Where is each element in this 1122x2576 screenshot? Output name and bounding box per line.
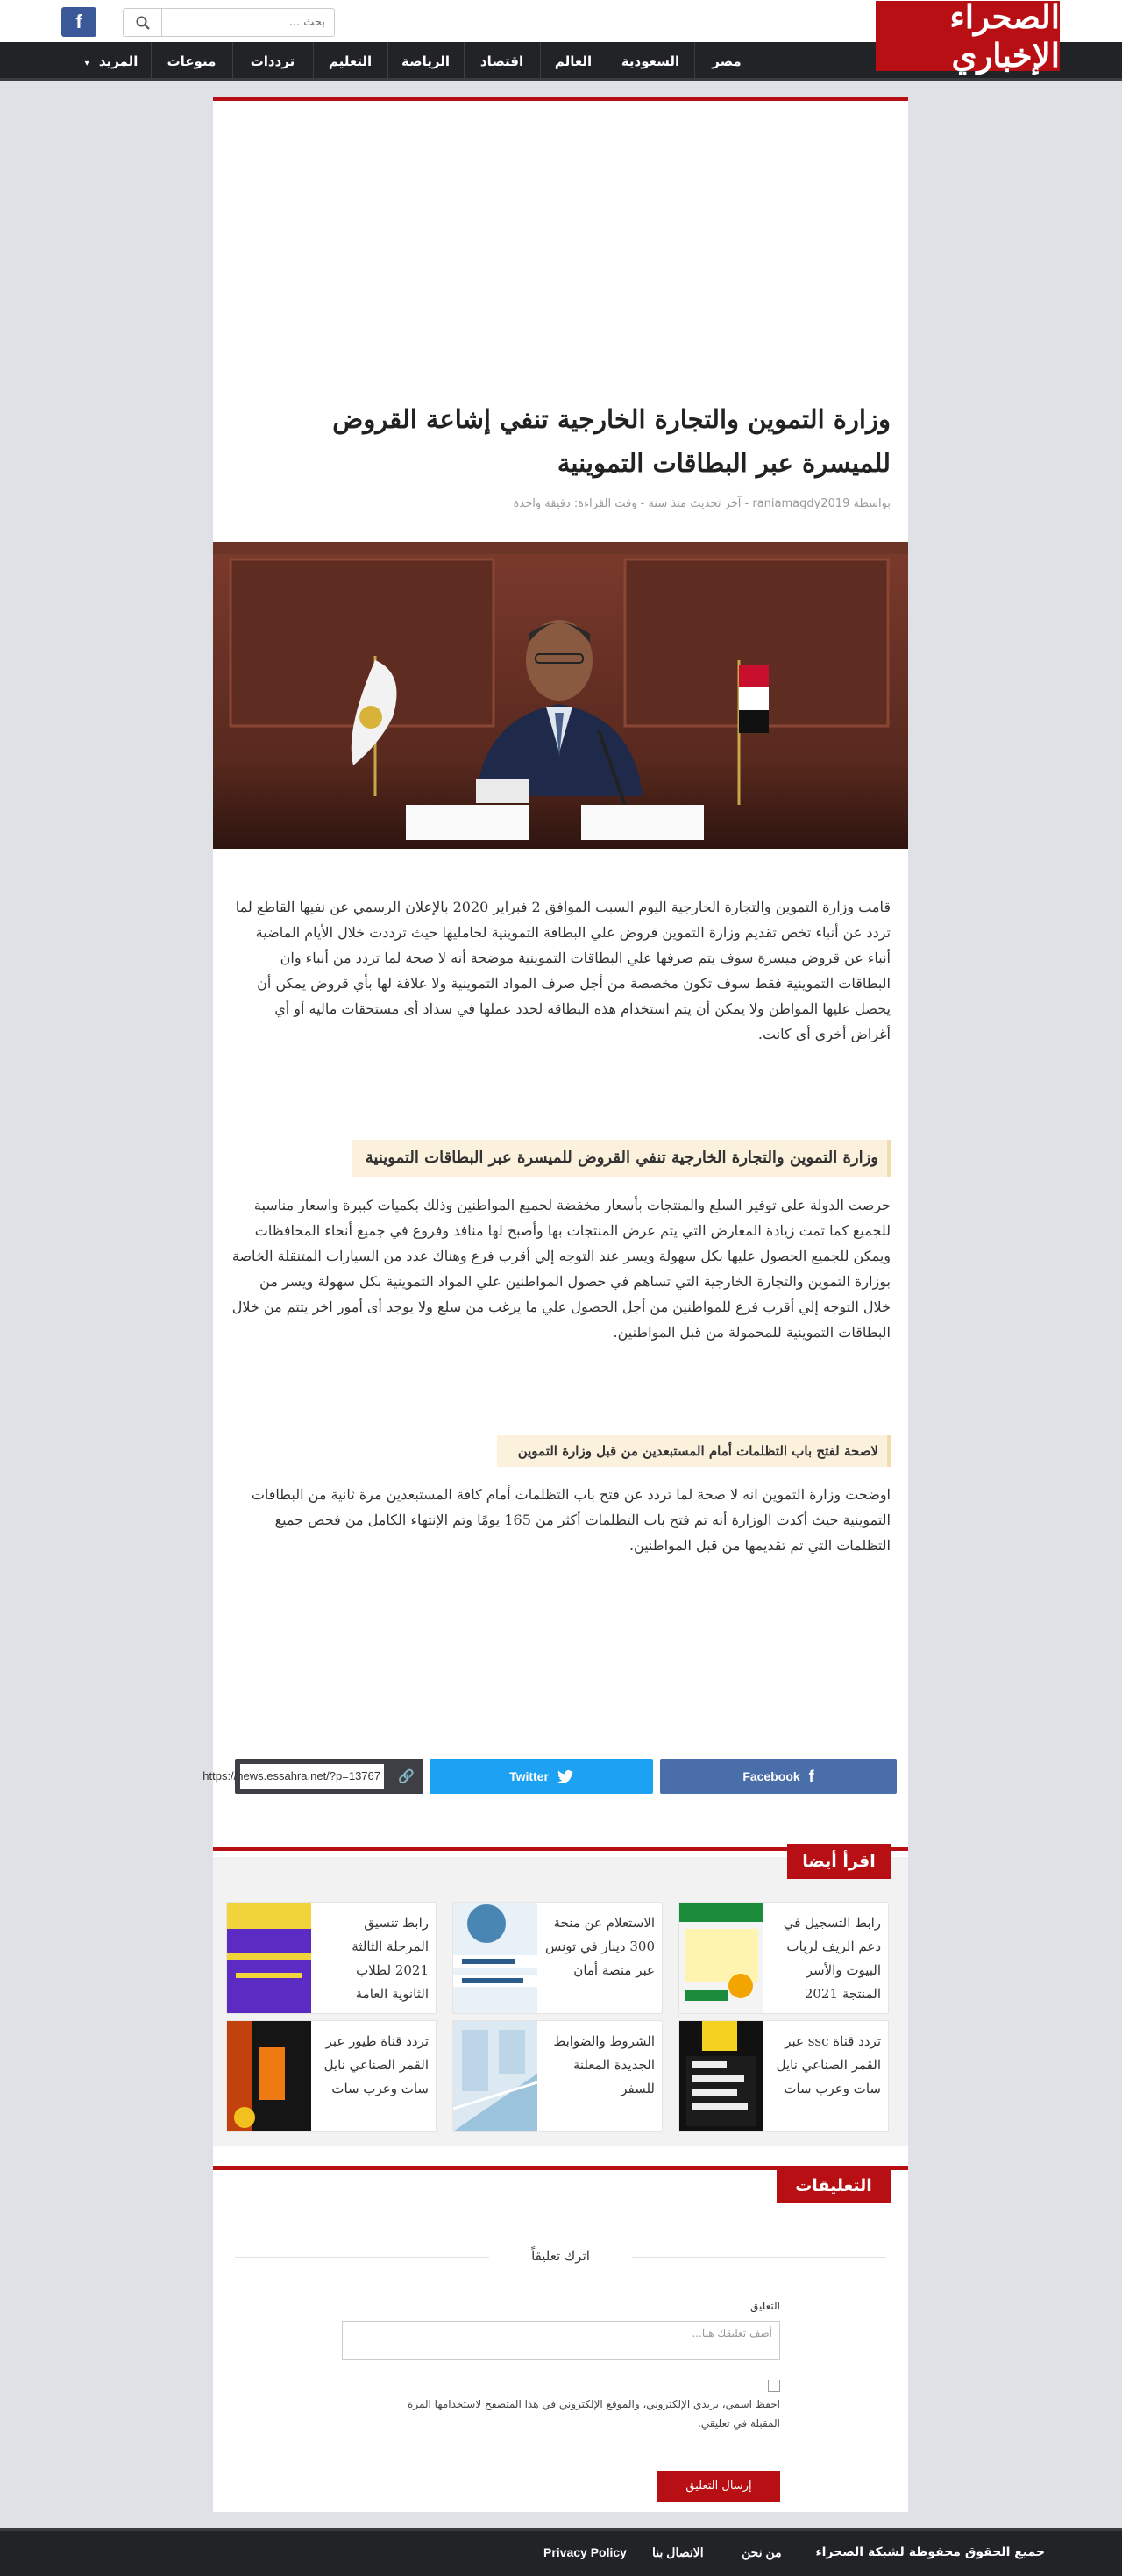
facebook-share-icon: f	[808, 1767, 814, 1785]
nav-item-misc[interactable]: منوعات	[167, 53, 217, 69]
related-thumb	[679, 2021, 763, 2131]
nav-item-frequencies[interactable]: ترددات	[250, 53, 295, 69]
article-paragraph-3: اوضحت وزارة التموين انه لا صحة لما تردد عن فتح باب التظلمات أمام كافة المستبعدين مرة ثانية من البطاقات التموينية حيث أكدت الوزارة أنه تم فتح باب التظلمات أكثر من 165 يومًا وتم الإنتهاء الكامل من فحص جميع التظلمات التي تم تقديمها من قبل المواطنين.	[251, 1486, 891, 1554]
related-card-title: الاستعلام عن منحة 300 دينار في تونس عبر منصة أمان	[544, 1915, 655, 1978]
footer-copyright: جميع الحقوق محفوظة لشبكة الصحراء	[815, 2545, 1045, 2559]
nav-item-sports[interactable]: الرياضة	[401, 53, 450, 69]
related-card-title: الشروط والضوابط الجديدة المعلنة للسفر	[553, 2033, 655, 2096]
comment-label: التعليق	[749, 2300, 780, 2312]
related-card[interactable]	[226, 1902, 437, 2014]
nav-item-more[interactable]	[72, 42, 151, 81]
article-meta: بواسطة raniamagdy2019 - آخر تحديث منذ سنة - وقت القراءة: دقيقة واحدة	[513, 497, 891, 510]
search-box	[123, 8, 335, 37]
link-icon[interactable]: 🔗	[398, 1768, 415, 1784]
footer-link-about[interactable]: من نحن	[742, 2545, 782, 2559]
nav-item-economy[interactable]: اقتصاد	[479, 53, 524, 69]
related-thumb	[227, 1903, 311, 2013]
nav-item-egypt[interactable]: مصر	[712, 53, 742, 69]
site-logo[interactable]: الصحراء الإخباري	[876, 1, 1060, 71]
article-subheading-2: لاصحة لفتح باب التظلمات أمام المستبعدين من قبل وزارة التموين	[497, 1435, 891, 1467]
search-button[interactable]	[124, 9, 162, 36]
footer-link-contact[interactable]: الاتصال بنا	[652, 2545, 704, 2559]
related-thumb	[453, 2021, 537, 2131]
comments-title: التعليقات	[777, 2168, 891, 2203]
nav-item-world[interactable]: العالم	[554, 53, 593, 69]
footer	[0, 2528, 1122, 2576]
article-container	[202, 97, 908, 2512]
article-paragraph-2: حرصت الدولة علي توفير السلع والمنتجات بأسعار مخفضة لجميع المواطنين وذلك بكميات كبيرة واسعار مناسبة للجميع كما تمت زيادة المعارض التي يتم عرض المنتجات بها وأصبح لها منافذ وفروع في جميع أنحاء المحافظات ويمكن للجميع الحصول عليها بكل سهولة ويسر عند التوجه إلي أقرب فرع وهناك عدد من السيارات المتنقلة الخاصة بوزارة التموين والتجارة الخارجية التي تساهم في حصول المواطنين علي المواد التموينية بكل سهولة ويسر من خلال التوجه إلي أقرب فرع للمواطنين من أجل الحصول علي ما يرغب من سلع ولا يوجد أى أمور اخر يتتم من خلال البطاقات التموينية للمحمولة من قبل المواطنين.	[231, 1197, 891, 1341]
facebook-icon[interactable]: f	[61, 7, 96, 37]
related-card-title: تردد قناة طيور عبر القمر الصناعي نايل سات وعرب سات	[323, 2033, 429, 2096]
article-image	[213, 542, 908, 849]
leave-comment-divider	[235, 2248, 886, 2266]
related-card-title: رابط التسجيل في دعم الريف لربات البيوت والأسر المنتجة 2021	[783, 1915, 881, 2002]
related-card[interactable]	[226, 2020, 437, 2132]
consent-text: احفظ اسمي، بريدي الإلكتروني، والموقع الإلكتروني في هذا المتصفح لاستخدامها المرة المقبلة في تعليقي.	[408, 2398, 780, 2430]
search-icon	[136, 16, 150, 30]
related-title: اقرأ أيضا	[787, 1844, 891, 1879]
twitter-icon	[557, 1770, 573, 1783]
facebook-label: Facebook	[742, 1769, 800, 1783]
save-info-checkbox[interactable]	[768, 2380, 780, 2392]
submit-comment-button[interactable]: إرسال التعليق	[657, 2471, 780, 2502]
comment-textarea[interactable]: أضف تعليقك هنا...	[342, 2321, 780, 2360]
related-thumb	[679, 1903, 763, 2013]
share-url-field[interactable]: https://news.essahra.net/?p=13767	[240, 1764, 384, 1789]
search-input[interactable]	[164, 9, 330, 36]
article-title: وزارة التموين والتجارة الخارجية تنفي إشاعة القروض للميسرة عبر البطاقات التموينية	[332, 404, 891, 478]
nav-more-label: المزيد	[98, 53, 138, 69]
article-subheading-1: وزارة التموين والتجارة الخارجية تنفي القروض للميسرة عبر البطاقات التموينية	[352, 1140, 891, 1177]
related-thumb	[453, 1903, 537, 2013]
related-card[interactable]	[452, 2020, 663, 2132]
twitter-label: Twitter	[509, 1769, 549, 1783]
facebook-share-button[interactable]	[660, 1759, 897, 1794]
twitter-share-button[interactable]	[430, 1759, 653, 1794]
related-thumb	[227, 2021, 311, 2131]
chevron-down-icon: ▾	[84, 59, 89, 68]
related-card[interactable]	[678, 2020, 889, 2132]
related-card[interactable]	[678, 1902, 889, 2014]
nav-item-saudi[interactable]: السعودية	[621, 53, 680, 69]
related-card-title: رابط تنسيق المرحلة الثالثة 2021 لطلاب الثانوية العامة	[352, 1915, 429, 2002]
nav-item-education[interactable]: التعليم	[328, 53, 373, 69]
footer-link-privacy[interactable]: Privacy Policy	[543, 2545, 627, 2559]
article-paragraph-1: قامت وزارة التموين والتجارة الخارجية اليوم السبت الموافق 2 فبراير 2020 بالإعلان الرسمي عن نفيها القاطع لما تردد عن أنباء تخص تقديم وزارة التموين قروض علي البطاقة التموينية لحامليها حيث ترددت خلال الأيام الماضية أنباء عن قروض ميسرة سوف يتم صرفها علي البطاقات التموينية موضحة أنه لا صحة لما تردد من أنباء وان البطاقات التموينية فقط سوف تكون مخصصة من أجل صرف المواد التموينية ولا علاقة لها بأي قروض يمكن أن يحصل عليها المواطن ولا يمكن أن يتم استخدام هذه البطاقة لحدد عملها في سداد أى مستحقات مالية أو أي أغراض أخري أى كانت.	[235, 899, 891, 1042]
share-link-box	[202, 1759, 423, 1794]
leave-comment-heading: اترك تعليقاً	[489, 2248, 632, 2264]
related-card[interactable]	[452, 1902, 663, 2014]
related-card-title: تردد قناة ssc عبر القمر الصناعي نايل سات وعرب سات	[776, 2033, 881, 2096]
related-section	[213, 1852, 908, 2146]
